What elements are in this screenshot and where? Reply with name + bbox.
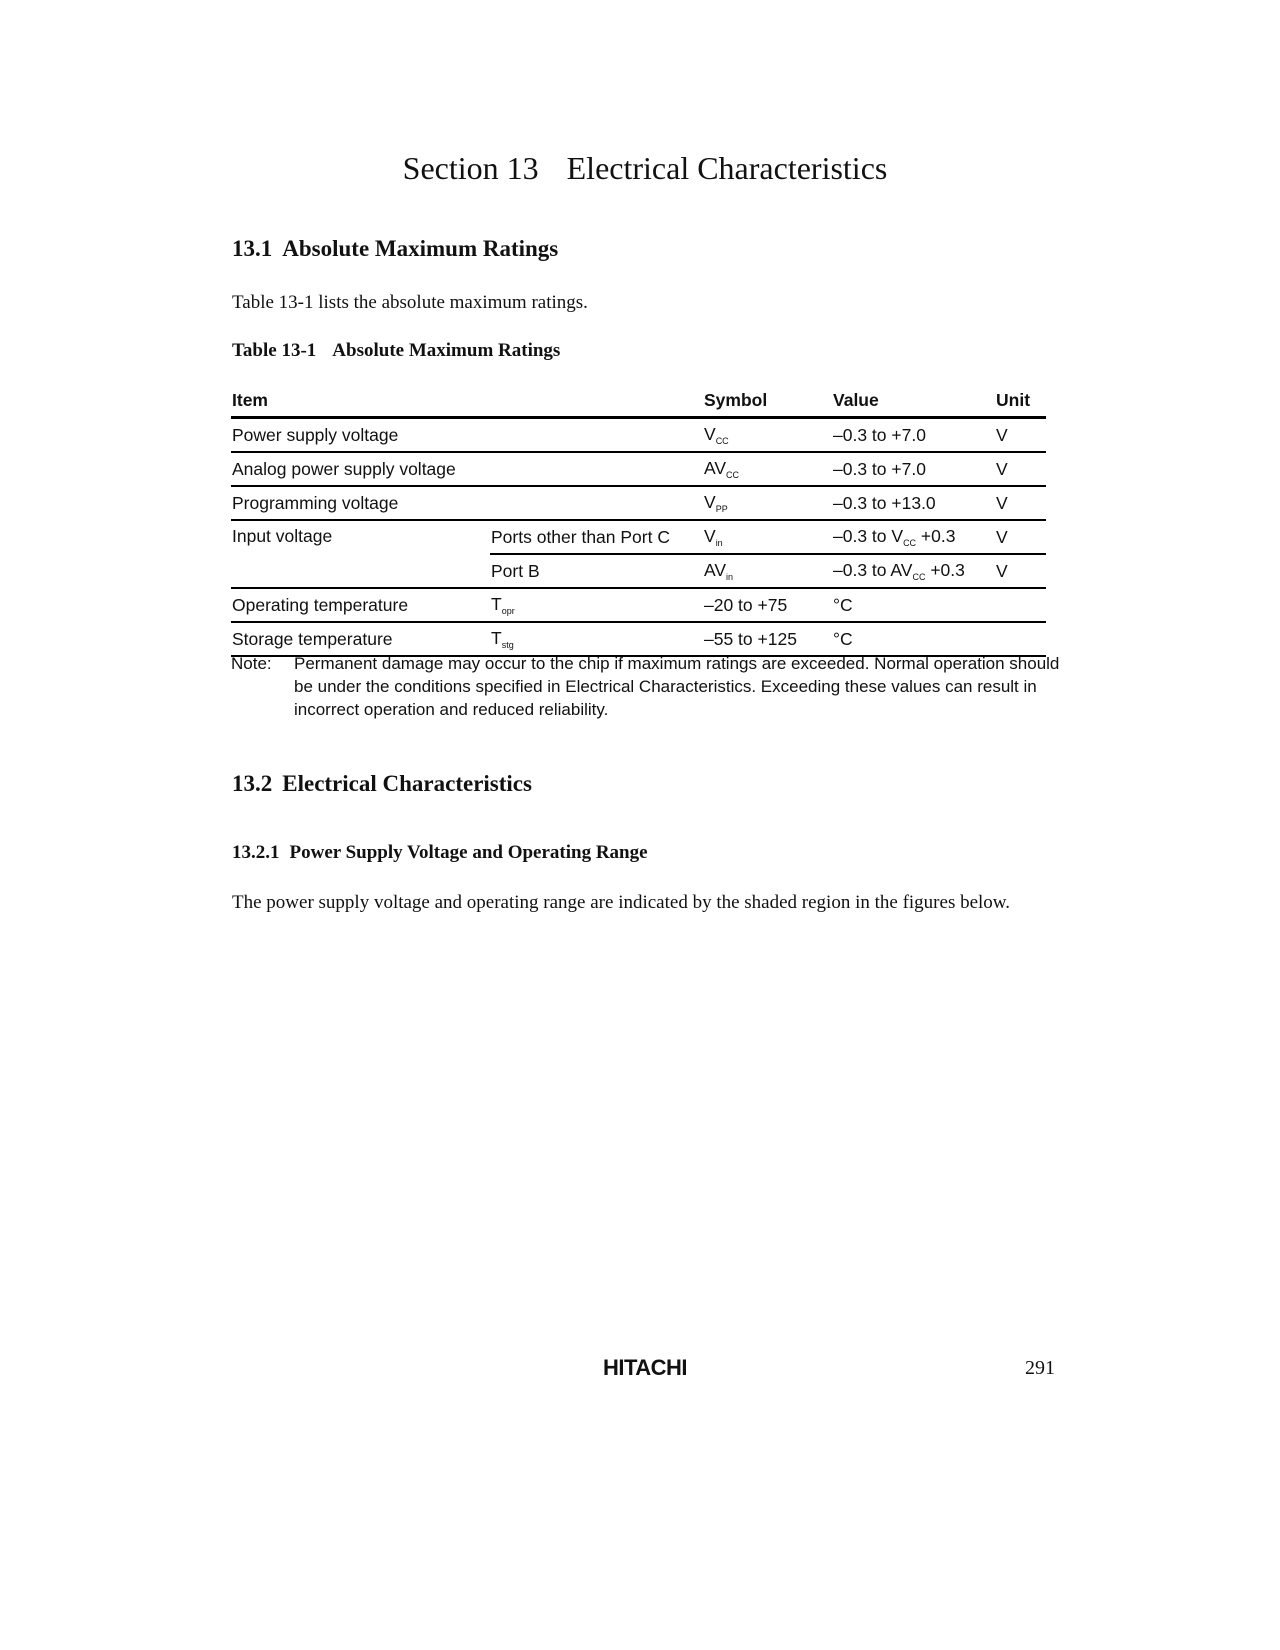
cell-symbol: $AV_{in}$ [704, 560, 734, 582]
cell-symbol: $AV_{CC}$ [704, 458, 740, 480]
cell-value: –0.3 to +13.0 [833, 492, 936, 513]
cell-subitem: Ports other than Port C [490, 520, 703, 554]
cell-value: –0.3 to +7.0 [833, 458, 926, 479]
table-row [231, 486, 1046, 520]
table-caption [232, 340, 560, 362]
cell-subitem: Port B [491, 560, 540, 581]
cell-value: –0.3 to $V_{CC} +0.3$ [832, 520, 995, 554]
table-row [231, 622, 1046, 656]
header-item: Item [232, 390, 268, 410]
cell-value: –55 to +125 [704, 628, 797, 649]
heading-text: Electrical Characteristics [282, 771, 532, 796]
table-row [231, 452, 1046, 486]
cell-item: Analog power supply voltage [232, 458, 456, 479]
table-note [231, 652, 1071, 721]
cell-symbol: $V_{CC}$ [704, 424, 729, 446]
heading-number: 13.2 [232, 771, 273, 796]
cell-unit: V [995, 520, 1046, 554]
cell-unit: V [996, 458, 1008, 479]
note-label: Note: [231, 654, 272, 673]
heading-13-2 [232, 771, 532, 797]
cell-value: –0.3 to $AV_{CC} +0.3$ [833, 560, 965, 582]
cell-value: –20 to +75 [704, 594, 788, 615]
cell-symbol: $V_{PP}$ [704, 492, 728, 514]
cell-unit: V [996, 424, 1008, 445]
caption-title: Absolute Maximum Ratings [332, 340, 561, 361]
cell-item: Input voltage [231, 520, 490, 588]
cell-unit: V [996, 560, 1008, 581]
header-symbol: Symbol [704, 390, 768, 410]
cell-symbol: $V_{in}$ [703, 520, 832, 554]
header-unit: Unit [996, 390, 1031, 410]
header-value: Value [833, 390, 879, 410]
section-title-text: Electrical Characteristics [566, 150, 888, 186]
cell-item: Operating temperature [232, 594, 409, 615]
heading-13-2-1 [232, 842, 648, 864]
intro-paragraph: Table 13-1 lists the absolute maximum ratings. [232, 292, 588, 313]
hitachi-logo: HITACHI [602, 1355, 688, 1380]
section-number: Section 13 [402, 150, 539, 186]
table-header-row [231, 385, 1046, 418]
ratings-table [231, 385, 1046, 657]
heading-text: Power Supply Voltage and Operating Range [289, 842, 648, 863]
note-text: Permanent damage may occur to the chip if maximum ratings are exceeded. Normal operation should be under the conditions specified in Electrical Characteristics. Exceeding these values can result in incorrect operation and reduced reliability. [294, 654, 1060, 719]
section-title [0, 150, 1280, 187]
table-row [231, 588, 1046, 622]
heading-text: Absolute Maximum Ratings [282, 236, 559, 261]
heading-number: 13.2.1 [232, 842, 280, 863]
cell-symbol: $T_{stg}$ [491, 628, 514, 650]
heading-number: 13.1 [232, 236, 273, 261]
page-number: 291 [1025, 1357, 1055, 1379]
heading-13-1 [232, 236, 558, 262]
table-row [231, 520, 1046, 554]
cell-value: –0.3 to +7.0 [833, 424, 926, 445]
body-paragraph: The power supply voltage and operating range are indicated by the shaded region in the figures below. [232, 892, 1011, 913]
cell-unit: V [996, 492, 1008, 513]
cell-unit: °C [833, 628, 853, 649]
cell-symbol: $T_{opr}$ [491, 594, 515, 616]
cell-unit: °C [833, 594, 853, 615]
table-row [231, 418, 1046, 453]
cell-item: Storage temperature [232, 628, 393, 649]
caption-number: Table 13-1 [232, 340, 317, 361]
cell-item: Programming voltage [232, 492, 399, 513]
cell-item: Power supply voltage [232, 424, 399, 445]
